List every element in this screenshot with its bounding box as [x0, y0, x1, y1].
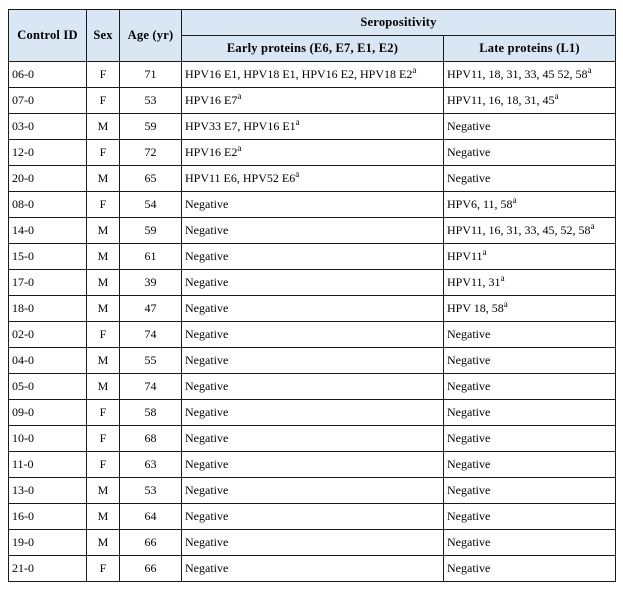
- cell-early-proteins: [182, 556, 444, 582]
- cell-control-id-text: 06-0: [12, 67, 34, 81]
- cell-early-proteins: [182, 322, 444, 348]
- cell-early-proteins: [182, 270, 444, 296]
- cell-early-proteins-text: Negative: [185, 301, 229, 315]
- cell-sex: [87, 88, 120, 114]
- cell-early-proteins: [182, 504, 444, 530]
- footnote-marker: a: [500, 273, 505, 283]
- cell-early-proteins-text: HPV11 E6, HPV52 E6: [185, 171, 296, 185]
- header-age: Age (yr): [120, 10, 182, 62]
- cell-age: [120, 244, 182, 270]
- cell-age-text: 71: [144, 67, 157, 81]
- cell-late-proteins: [444, 88, 616, 114]
- cell-age-text: 74: [144, 327, 157, 341]
- cell-late-proteins: [444, 452, 616, 478]
- table-row: [9, 114, 616, 140]
- cell-control-id: [9, 166, 87, 192]
- cell-sex-text: M: [97, 353, 109, 367]
- table-row: [9, 400, 616, 426]
- cell-age-text: 63: [144, 457, 157, 471]
- cell-early-proteins: [182, 530, 444, 556]
- cell-control-id: [9, 270, 87, 296]
- cell-control-id-text: 18-0: [12, 301, 34, 315]
- cell-age-text: 54: [144, 197, 157, 211]
- cell-age-text: 55: [144, 353, 157, 367]
- cell-late-proteins: [444, 374, 616, 400]
- footnote-marker: a: [482, 247, 487, 257]
- cell-age: [120, 166, 182, 192]
- table-row: [9, 374, 616, 400]
- table-row: [9, 426, 616, 452]
- footnote-marker: a: [587, 65, 592, 75]
- footnote-marker: a: [412, 65, 417, 75]
- cell-age-text: 53: [144, 483, 157, 497]
- cell-control-id-text: 12-0: [12, 145, 34, 159]
- cell-control-id-text: 17-0: [12, 275, 34, 289]
- cell-early-proteins: [182, 166, 444, 192]
- cell-sex-text: M: [97, 223, 109, 237]
- cell-sex-text: F: [99, 93, 107, 107]
- cell-age-text: 66: [144, 561, 157, 575]
- cell-late-proteins-text: Negative: [447, 535, 491, 549]
- cell-early-proteins: [182, 88, 444, 114]
- table-row: [9, 530, 616, 556]
- cell-late-proteins-text: HPV11, 16, 31, 33, 45, 52, 58: [447, 223, 591, 237]
- cell-age: [120, 426, 182, 452]
- cell-age-text: 53: [144, 93, 157, 107]
- footnote-marker: a: [554, 91, 559, 101]
- cell-control-id-text: 04-0: [12, 353, 34, 367]
- cell-early-proteins-text: Negative: [185, 223, 229, 237]
- cell-early-proteins: [182, 478, 444, 504]
- cell-age-text: 47: [144, 301, 157, 315]
- cell-age-text: 59: [144, 223, 157, 237]
- cell-age: [120, 348, 182, 374]
- cell-sex-text: F: [99, 145, 107, 159]
- cell-early-proteins: [182, 348, 444, 374]
- cell-control-id: [9, 218, 87, 244]
- footnote-marker: a: [237, 143, 242, 153]
- cell-early-proteins-text: Negative: [185, 327, 229, 341]
- cell-late-proteins-text: HPV11: [447, 249, 483, 263]
- cell-control-id: [9, 296, 87, 322]
- cell-late-proteins-text: HPV11, 16, 18, 31, 45: [447, 93, 555, 107]
- cell-age-text: 39: [144, 275, 157, 289]
- cell-late-proteins: [444, 166, 616, 192]
- cell-late-proteins: [444, 504, 616, 530]
- cell-early-proteins-text: Negative: [185, 535, 229, 549]
- cell-early-proteins-text: Negative: [185, 483, 229, 497]
- cell-control-id: [9, 556, 87, 582]
- cell-control-id-text: 13-0: [12, 483, 34, 497]
- cell-control-id: [9, 504, 87, 530]
- cell-control-id-text: 11-0: [12, 457, 34, 471]
- cell-late-proteins: [444, 62, 616, 88]
- cell-sex: [87, 426, 120, 452]
- cell-age: [120, 88, 182, 114]
- cell-age: [120, 504, 182, 530]
- cell-early-proteins: [182, 114, 444, 140]
- cell-age: [120, 374, 182, 400]
- cell-control-id-text: 03-0: [12, 119, 34, 133]
- cell-sex-text: M: [97, 119, 109, 133]
- cell-control-id-text: 21-0: [12, 561, 34, 575]
- cell-sex-text: M: [97, 509, 109, 523]
- cell-sex: [87, 114, 120, 140]
- cell-age: [120, 556, 182, 582]
- table-row: [9, 166, 616, 192]
- cell-late-proteins-text: Negative: [447, 171, 491, 185]
- cell-age: [120, 192, 182, 218]
- cell-sex: [87, 218, 120, 244]
- table-row: [9, 218, 616, 244]
- table-row: [9, 88, 616, 114]
- cell-control-id-text: 07-0: [12, 93, 34, 107]
- table-row: [9, 62, 616, 88]
- cell-late-proteins: [444, 244, 616, 270]
- cell-sex: [87, 478, 120, 504]
- cell-control-id-text: 09-0: [12, 405, 34, 419]
- table-row: [9, 322, 616, 348]
- cell-late-proteins: [444, 478, 616, 504]
- cell-age-text: 61: [144, 249, 157, 263]
- cell-late-proteins: [444, 348, 616, 374]
- cell-late-proteins: [444, 400, 616, 426]
- cell-age-text: 65: [144, 171, 157, 185]
- table-row: [9, 296, 616, 322]
- cell-age: [120, 400, 182, 426]
- cell-early-proteins-text: Negative: [185, 509, 229, 523]
- cell-sex: [87, 140, 120, 166]
- table-row: [9, 556, 616, 582]
- cell-control-id: [9, 348, 87, 374]
- cell-sex: [87, 270, 120, 296]
- cell-early-proteins-text: Negative: [185, 431, 229, 445]
- cell-control-id-text: 16-0: [12, 509, 34, 523]
- cell-late-proteins-text: Negative: [447, 483, 491, 497]
- cell-age: [120, 218, 182, 244]
- cell-late-proteins: [444, 296, 616, 322]
- table-row: [9, 452, 616, 478]
- cell-late-proteins-text: Negative: [447, 327, 491, 341]
- cell-sex: [87, 400, 120, 426]
- footnote-marker: a: [503, 299, 508, 309]
- cell-age-text: 58: [144, 405, 157, 419]
- cell-late-proteins-text: Negative: [447, 431, 491, 445]
- cell-early-proteins: [182, 140, 444, 166]
- table-row: [9, 478, 616, 504]
- cell-early-proteins-text: Negative: [185, 353, 229, 367]
- cell-early-proteins-text: Negative: [185, 457, 229, 471]
- cell-early-proteins-text: Negative: [185, 249, 229, 263]
- cell-age: [120, 114, 182, 140]
- cell-age: [120, 530, 182, 556]
- cell-early-proteins-text: HPV16 E2: [185, 145, 238, 159]
- cell-late-proteins-text: HPV11, 18, 31, 33, 45 52, 58: [447, 67, 588, 81]
- cell-control-id: [9, 400, 87, 426]
- cell-late-proteins-text: Negative: [447, 353, 491, 367]
- footnote-marker: a: [512, 195, 517, 205]
- cell-sex: [87, 504, 120, 530]
- cell-early-proteins-text: Negative: [185, 405, 229, 419]
- header-early-proteins: Early proteins (E6, E7, E1, E2): [182, 36, 444, 62]
- cell-control-id: [9, 88, 87, 114]
- cell-control-id-text: 19-0: [12, 535, 34, 549]
- cell-early-proteins: [182, 62, 444, 88]
- footnote-marker: a: [237, 91, 242, 101]
- cell-sex: [87, 374, 120, 400]
- cell-early-proteins: [182, 218, 444, 244]
- cell-early-proteins: [182, 244, 444, 270]
- cell-control-id: [9, 192, 87, 218]
- cell-late-proteins: [444, 140, 616, 166]
- cell-control-id: [9, 374, 87, 400]
- cell-late-proteins-text: Negative: [447, 457, 491, 471]
- cell-late-proteins: [444, 426, 616, 452]
- cell-age-text: 68: [144, 431, 157, 445]
- cell-control-id-text: 08-0: [12, 197, 34, 211]
- cell-late-proteins: [444, 218, 616, 244]
- table-body: [9, 62, 616, 582]
- cell-age: [120, 140, 182, 166]
- cell-control-id: [9, 478, 87, 504]
- table-row: [9, 140, 616, 166]
- cell-late-proteins-text: Negative: [447, 379, 491, 393]
- footnote-marker: a: [590, 221, 595, 231]
- cell-sex-text: F: [99, 405, 107, 419]
- cell-control-id-text: 02-0: [12, 327, 34, 341]
- cell-sex-text: M: [97, 483, 109, 497]
- cell-sex: [87, 192, 120, 218]
- cell-early-proteins-text: HPV33 E7, HPV16 E1: [185, 119, 296, 133]
- cell-sex-text: M: [97, 171, 109, 185]
- cell-sex-text: F: [99, 197, 107, 211]
- cell-age: [120, 62, 182, 88]
- cell-late-proteins: [444, 270, 616, 296]
- cell-sex: [87, 556, 120, 582]
- cell-control-id-text: 14-0: [12, 223, 34, 237]
- cell-late-proteins-text: Negative: [447, 561, 491, 575]
- cell-age-text: 59: [144, 119, 157, 133]
- cell-early-proteins: [182, 192, 444, 218]
- cell-sex-text: F: [99, 457, 107, 471]
- table-container: [8, 9, 616, 582]
- cell-control-id: [9, 452, 87, 478]
- cell-early-proteins-text: Negative: [185, 379, 229, 393]
- cell-sex-text: F: [99, 561, 107, 575]
- cell-control-id: [9, 530, 87, 556]
- header-sex: Sex: [87, 10, 120, 62]
- cell-late-proteins-text: Negative: [447, 145, 491, 159]
- cell-age: [120, 452, 182, 478]
- cell-control-id: [9, 322, 87, 348]
- cell-early-proteins: [182, 296, 444, 322]
- cell-sex: [87, 530, 120, 556]
- cell-late-proteins-text: Negative: [447, 119, 491, 133]
- table-row: [9, 244, 616, 270]
- cell-age: [120, 322, 182, 348]
- cell-age: [120, 270, 182, 296]
- cell-sex-text: M: [97, 535, 109, 549]
- cell-late-proteins: [444, 530, 616, 556]
- cell-age-text: 66: [144, 535, 157, 549]
- cell-late-proteins-text: HPV6, 11, 58: [447, 197, 513, 211]
- cell-age: [120, 478, 182, 504]
- cell-sex: [87, 166, 120, 192]
- cell-late-proteins-text: Negative: [447, 405, 491, 419]
- table-row: [9, 504, 616, 530]
- cell-early-proteins: [182, 426, 444, 452]
- cell-sex-text: F: [99, 327, 107, 341]
- cell-control-id-text: 05-0: [12, 379, 34, 393]
- cell-sex-text: M: [97, 249, 109, 263]
- header-late-proteins: Late proteins (L1): [444, 36, 616, 62]
- cell-sex: [87, 296, 120, 322]
- cell-early-proteins-text: HPV16 E7: [185, 93, 238, 107]
- cell-control-id-text: 15-0: [12, 249, 34, 263]
- footnote-marker: a: [295, 169, 300, 179]
- cell-early-proteins-text: Negative: [185, 561, 229, 575]
- seropositivity-table: [8, 9, 616, 582]
- cell-late-proteins-text: Negative: [447, 509, 491, 523]
- cell-late-proteins: [444, 114, 616, 140]
- cell-late-proteins: [444, 322, 616, 348]
- cell-early-proteins: [182, 400, 444, 426]
- cell-sex-text: M: [97, 275, 109, 289]
- cell-age-text: 72: [144, 145, 157, 159]
- cell-control-id: [9, 244, 87, 270]
- cell-sex-text: M: [97, 301, 109, 315]
- cell-sex: [87, 62, 120, 88]
- table-row: [9, 192, 616, 218]
- cell-early-proteins-text: Negative: [185, 275, 229, 289]
- cell-age-text: 74: [144, 379, 157, 393]
- header-control-id: Control ID: [9, 10, 87, 62]
- header-seropositivity: Seropositivity: [182, 10, 616, 36]
- cell-age-text: 64: [144, 509, 157, 523]
- cell-control-id: [9, 140, 87, 166]
- table-row: [9, 348, 616, 374]
- cell-sex: [87, 348, 120, 374]
- cell-sex-text: M: [97, 379, 109, 393]
- table-row: [9, 270, 616, 296]
- cell-late-proteins: [444, 556, 616, 582]
- cell-control-id: [9, 426, 87, 452]
- cell-sex-text: F: [99, 431, 107, 445]
- cell-sex: [87, 452, 120, 478]
- header-row-1: [9, 10, 616, 36]
- cell-sex-text: F: [99, 67, 107, 81]
- cell-early-proteins-text: Negative: [185, 197, 229, 211]
- cell-early-proteins: [182, 374, 444, 400]
- cell-control-id-text: 20-0: [12, 171, 34, 185]
- cell-age: [120, 296, 182, 322]
- cell-control-id-text: 10-0: [12, 431, 34, 445]
- footnote-marker: a: [295, 117, 300, 127]
- cell-control-id: [9, 114, 87, 140]
- cell-control-id: [9, 62, 87, 88]
- cell-late-proteins-text: HPV 18, 58: [447, 301, 504, 315]
- cell-late-proteins: [444, 192, 616, 218]
- cell-sex: [87, 322, 120, 348]
- cell-sex: [87, 244, 120, 270]
- cell-early-proteins-text: HPV16 E1, HPV18 E1, HPV16 E2, HPV18 E2: [185, 67, 413, 81]
- cell-late-proteins-text: HPV11, 31: [447, 275, 501, 289]
- cell-early-proteins: [182, 452, 444, 478]
